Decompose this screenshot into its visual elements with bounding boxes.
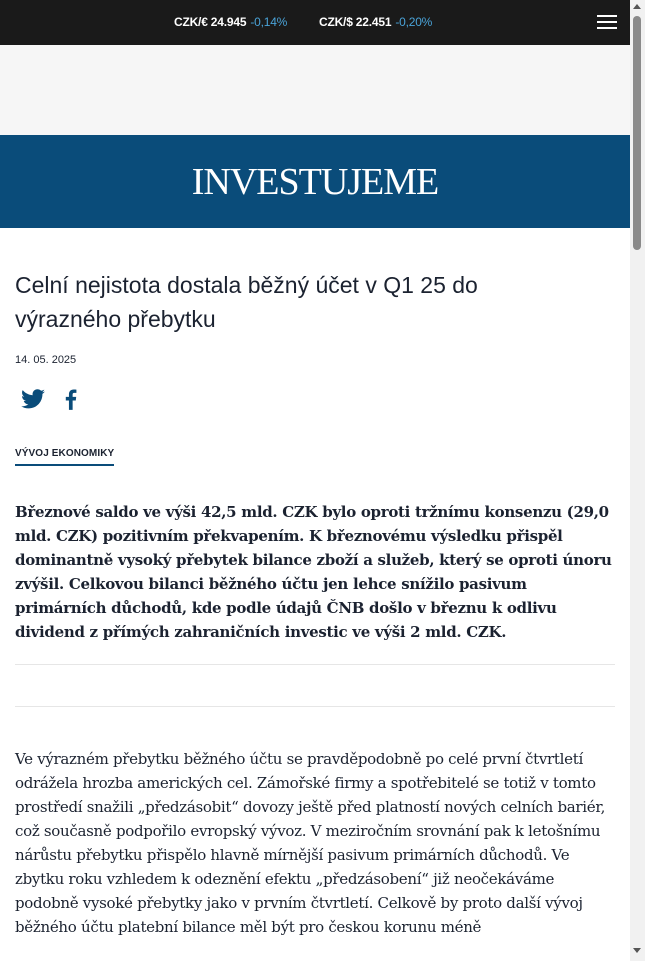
ticker-usd[interactable] <box>319 15 432 29</box>
twitter-icon[interactable] <box>20 386 46 412</box>
hamburger-menu-icon[interactable] <box>597 14 617 31</box>
scroll-up-arrow-icon[interactable] <box>633 4 641 9</box>
category-tag[interactable]: VÝVOJ EKONOMIKY <box>15 448 114 466</box>
ticker-eur-label: CZK/€ 24.945 <box>174 15 247 29</box>
scrollbar[interactable] <box>630 0 645 961</box>
scroll-down-arrow-icon[interactable] <box>633 948 641 953</box>
divider <box>15 706 615 707</box>
ad-placeholder <box>0 45 630 135</box>
divider <box>15 664 615 665</box>
site-logo[interactable]: INVESTUJEME <box>191 161 439 203</box>
article-date: 14. 05. 2025 <box>15 354 77 366</box>
article-body: Ve výrazném přebytku běžného účtu se pravděpodobně po celé první čtvrtletí odrážela hrozba amerických cel. Zámořské firmy a spotřebitelé se totiž v tomto prostředí snažili „předzásobit“ dovozy ještě před platností nových celních bariér, což současně podpořilo evropský vývoz. V meziročním srovnání pak k letošnímu nárůstu přebytku přispělo hlavně mírnější pasivum primárních důchodů. Ve zbytku roku vzhledem k odeznění efektu „předzásobení“ již neočekáváme podobně vysoké přebytky jako v prvním čtvrtletí. Celkově by proto další vývoj běžného účtu platební bilance měl být pro českou korunu méně <box>15 750 606 936</box>
article-title: Celní nejistota dostala běžný účet v Q1 25 do výrazného přebytku <box>15 272 478 332</box>
top-bar <box>0 0 630 45</box>
ticker-eur[interactable] <box>174 15 287 29</box>
ticker-eur-change: -0,14% <box>250 15 288 29</box>
article-perex: Březnové saldo ve výši 42,5 mld. CZK bylo oproti tržnímu konsenzu (29,0 mld. CZK) pozitivním překvapením. K březnovému výsledku přispěl dominantně vysoký přebytek bilance zboží a služeb, který se oproti únoru zvýšil. Celkovou bilanci běžného účtu jen lehce snížilo pasivum primárních důchodů, kde podle údajů ČNB došlo v březnu k odlivu dividend z přímých zahraničních investic ve výši 2 mld. CZK. <box>15 503 612 641</box>
scroll-thumb[interactable] <box>633 16 641 250</box>
ticker-usd-change: -0,20% <box>395 15 433 29</box>
ticker-usd-label: CZK/$ 22.451 <box>319 15 392 29</box>
facebook-icon[interactable] <box>58 386 84 412</box>
